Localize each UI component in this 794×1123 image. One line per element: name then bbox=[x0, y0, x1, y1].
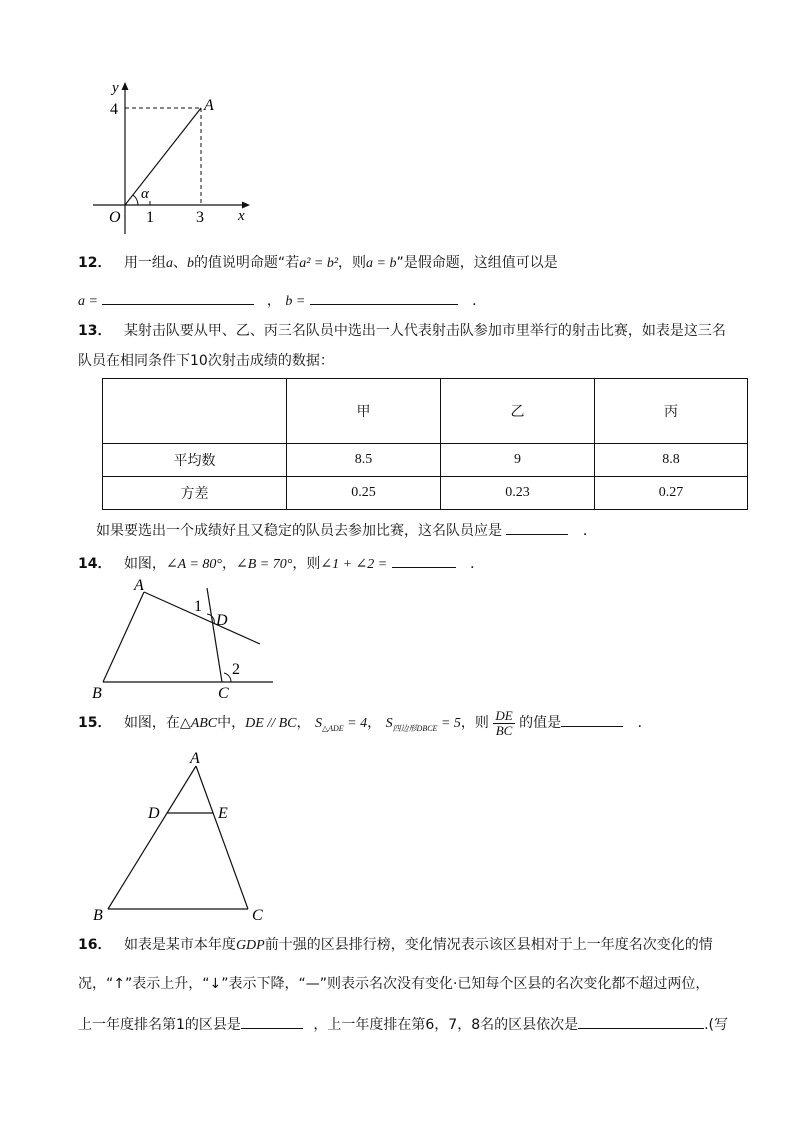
area-subscript: 四边形DBCE bbox=[392, 723, 438, 733]
area-value: = 4 bbox=[347, 716, 368, 731]
point-A-label: A bbox=[204, 97, 214, 114]
q12-var-a: a bbox=[165, 256, 173, 271]
q15-text-3: ，则 bbox=[460, 715, 489, 731]
answer-blank-b[interactable] bbox=[310, 290, 458, 305]
q13-line-2-text: 队员在相同条件下10次射击成绩的数据： bbox=[78, 353, 334, 369]
question-number: 14． bbox=[78, 556, 112, 572]
label-D: D bbox=[216, 612, 228, 629]
q16-line-1b: 前十强的区县排行榜，变化情况表示该区县相对于上一年度名次变化的情 bbox=[264, 937, 713, 953]
label-B: B bbox=[93, 907, 103, 924]
table-cell: 8.5 bbox=[287, 444, 441, 477]
area-DBCE bbox=[386, 716, 461, 731]
parallel-condition: DE // BC bbox=[245, 716, 297, 731]
angle-arc bbox=[133, 195, 138, 205]
q15-end: ． bbox=[637, 715, 652, 731]
table-header-cell: 甲 bbox=[287, 379, 441, 444]
q12-comma: ， bbox=[266, 293, 281, 309]
question-13-prompt bbox=[96, 520, 597, 540]
segment-AC bbox=[196, 766, 248, 909]
question-15 bbox=[78, 707, 652, 745]
label-1: 1 bbox=[194, 598, 202, 615]
q14-end: ． bbox=[470, 556, 485, 572]
x-tick-1-label: 1 bbox=[146, 209, 154, 226]
question-number: 12． bbox=[78, 255, 112, 271]
gdp-term: GDP bbox=[235, 938, 265, 953]
line-CD-extended bbox=[207, 588, 222, 682]
table-cell: 方差 bbox=[103, 477, 287, 510]
coordinate-figure bbox=[88, 74, 258, 244]
question-number: 13． bbox=[78, 323, 112, 339]
q16-line-3c: .(写 bbox=[704, 1017, 729, 1033]
q16-line-2-text: 况，“↑”表示上升，“↓”表示下降，“—”则表示名次没有变化·已知每个区县的名次变化都不超过两位， bbox=[78, 976, 710, 992]
q12-condition: a² = b² bbox=[299, 256, 339, 271]
q16-line-3a: 上一年度排名第1的区县是 bbox=[78, 1017, 241, 1033]
answer-blank-14[interactable] bbox=[392, 553, 456, 568]
segment-AB bbox=[103, 592, 144, 682]
score-table bbox=[102, 378, 748, 510]
table-row bbox=[103, 477, 748, 510]
q14-text-1: 如图， bbox=[123, 556, 166, 572]
question-14 bbox=[78, 553, 484, 574]
angle-B-condition: ∠B = 70° bbox=[236, 557, 293, 572]
q16-line-3b: ，上一年度排在第6，7，8名的区县依次是 bbox=[313, 1017, 579, 1033]
q12-text-1: 用一组 bbox=[123, 255, 166, 271]
label-B: B bbox=[92, 685, 102, 702]
angle-2-arc bbox=[224, 673, 231, 682]
label-C: C bbox=[252, 907, 263, 924]
table-header-cell: 乙 bbox=[441, 379, 595, 444]
table-header-cell bbox=[103, 379, 287, 444]
x-label: x bbox=[238, 208, 245, 224]
q15-comma: ， bbox=[296, 715, 311, 731]
line-AD-extended bbox=[144, 592, 260, 644]
answer-blank-a[interactable] bbox=[102, 290, 254, 305]
question-16 bbox=[78, 936, 713, 955]
label-D: D bbox=[148, 805, 160, 822]
q14-text-2: ，则 bbox=[292, 556, 321, 572]
table-cell: 0.25 bbox=[287, 477, 441, 510]
answer-blank-15[interactable] bbox=[561, 712, 623, 727]
answer-blank-13[interactable] bbox=[506, 520, 568, 535]
triangle-ABC: △ABC bbox=[179, 716, 218, 731]
quadrilateral-figure bbox=[88, 574, 288, 704]
table-cell: 8.8 bbox=[595, 444, 748, 477]
table-header-row bbox=[103, 379, 748, 444]
triangle-figure bbox=[88, 748, 278, 924]
question-13 bbox=[78, 322, 726, 340]
q14-comma: ， bbox=[222, 556, 237, 572]
table-row bbox=[103, 444, 748, 477]
table-cell: 平均数 bbox=[103, 444, 287, 477]
origin-label: O bbox=[109, 209, 121, 226]
q12-sep: 、 bbox=[172, 255, 187, 271]
label-E: E bbox=[218, 805, 228, 822]
fraction-denominator: BC bbox=[495, 722, 513, 738]
table-header-cell: 丙 bbox=[595, 379, 748, 444]
area-ADE bbox=[315, 716, 367, 731]
y-axis-arrow-icon bbox=[122, 82, 129, 90]
question-16-line-2 bbox=[78, 975, 709, 993]
y-label: y bbox=[112, 80, 119, 96]
q15-comma-2: ， bbox=[367, 715, 382, 731]
question-12-answers bbox=[78, 290, 486, 311]
q12-text-3: ，则 bbox=[338, 255, 367, 271]
table-cell: 9 bbox=[441, 444, 595, 477]
area-subscript: △ADE bbox=[321, 723, 344, 733]
question-number: 15． bbox=[78, 715, 112, 731]
question-number: 16． bbox=[78, 937, 112, 953]
b-equals-label: b = bbox=[285, 294, 306, 309]
q15-text-4: 的值是 bbox=[519, 715, 562, 731]
area-symbol: S bbox=[385, 716, 393, 731]
fraction-numerator: DE bbox=[495, 707, 513, 723]
angle-alpha-label: α bbox=[141, 186, 149, 202]
segment-OA bbox=[125, 108, 201, 205]
angle-sum-expression: ∠1 + ∠2 = bbox=[320, 557, 388, 572]
table-cell: 0.27 bbox=[595, 477, 748, 510]
q12-text-4: ”是假命题，这组值可以是 bbox=[396, 255, 558, 271]
q12-text-2: 的值说明命题“若 bbox=[193, 255, 300, 271]
label-C: C bbox=[218, 685, 229, 702]
question-12 bbox=[78, 254, 558, 273]
label-A: A bbox=[134, 577, 144, 594]
segment-AB bbox=[108, 766, 196, 909]
q12-var-b: b bbox=[186, 256, 194, 271]
a-equals-label: a = bbox=[78, 294, 98, 309]
question-16-line-3 bbox=[78, 1014, 728, 1034]
label-A: A bbox=[190, 750, 200, 767]
q12-conclusion: a = b bbox=[366, 256, 397, 271]
q15-text-1: 如图，在 bbox=[123, 715, 180, 731]
q13-end: ． bbox=[582, 523, 597, 539]
angle-A-condition: ∠A = 80° bbox=[165, 557, 223, 572]
y-tick-label: 4 bbox=[110, 101, 118, 118]
question-13-line-2 bbox=[78, 352, 334, 370]
x-tick-3-label: 3 bbox=[196, 209, 204, 226]
q13-line-1: 某射击队要从甲、乙、丙三名队员中选出一人代表射击队参加市里举行的射击比赛，如表是这三名 bbox=[123, 323, 726, 339]
q15-text-2: 中， bbox=[217, 715, 246, 731]
table-cell: 0.23 bbox=[441, 477, 595, 510]
area-value: = 5 bbox=[440, 716, 461, 731]
answer-blank-16b[interactable] bbox=[578, 1014, 704, 1029]
answer-blank-16a[interactable] bbox=[241, 1014, 303, 1029]
q13-question-text: 如果要选出一个成绩好且又稳定的队员去参加比赛，这名队员应是 bbox=[96, 523, 502, 539]
area-symbol: S bbox=[314, 716, 322, 731]
label-2: 2 bbox=[232, 661, 240, 678]
fraction-DE-BC bbox=[493, 709, 514, 738]
q16-line-1a: 如表是某市本年度 bbox=[123, 937, 236, 953]
q12-end: ． bbox=[472, 293, 487, 309]
